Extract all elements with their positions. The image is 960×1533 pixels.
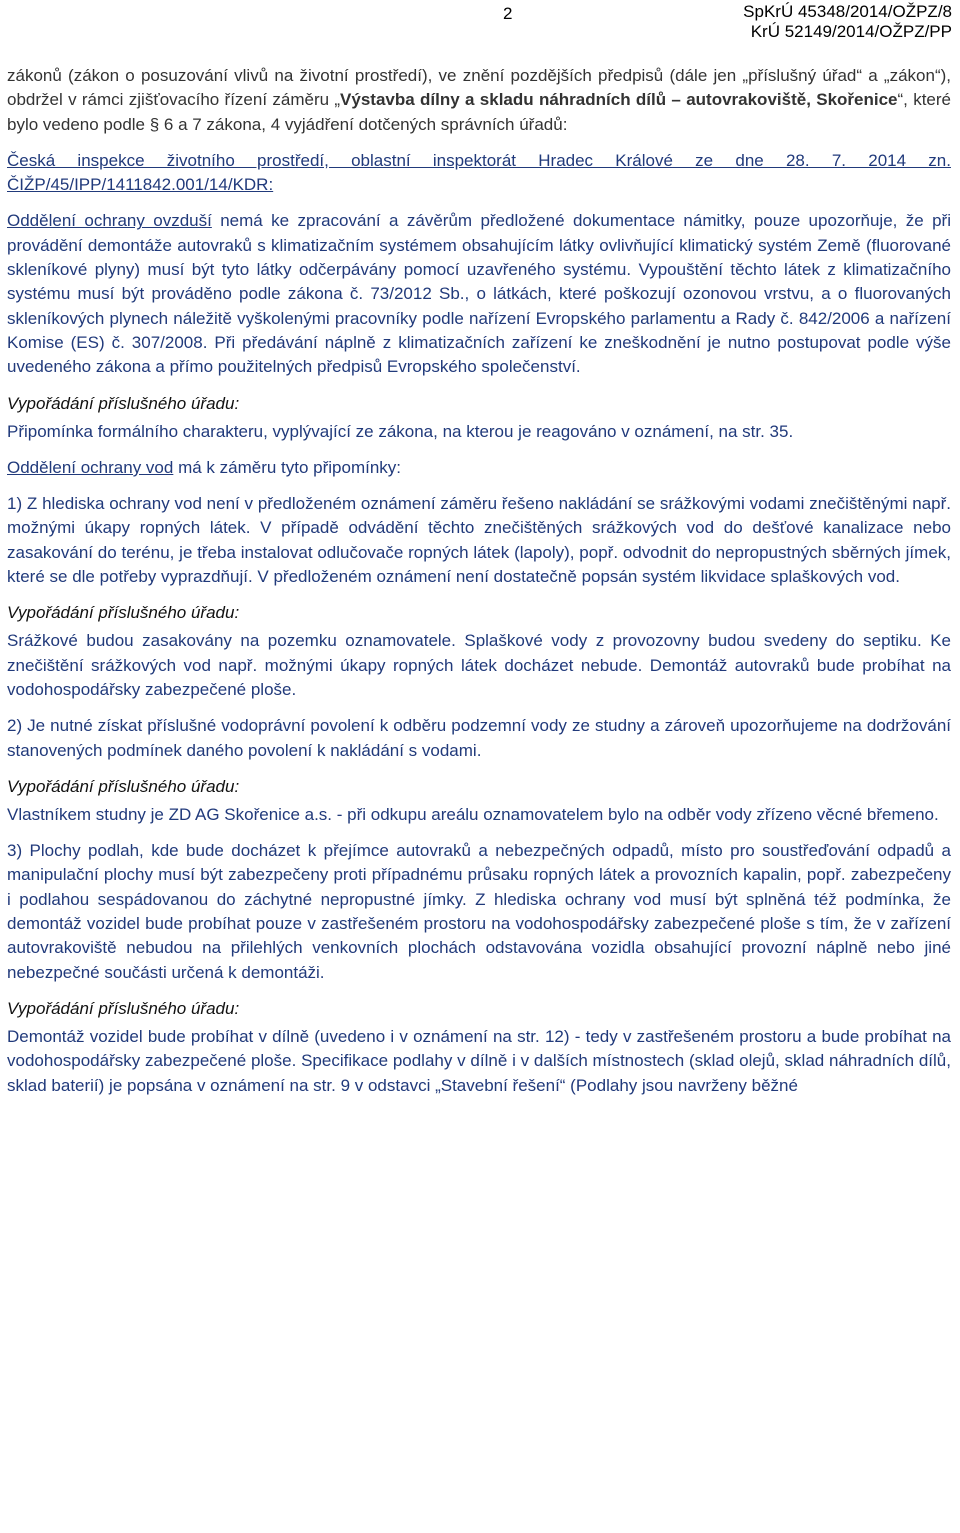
intro-paragraph	[7, 64, 951, 137]
water-item-2: 2) Je nutné získat příslušné vodoprávní povolení k odběru podzemní vody ze studny a zároveň upozorňujeme na dodržování stanovených podmínek daného povolení k nakládání s vodami.	[7, 716, 951, 760]
water-item-1: 1) Z hlediska ochrany vod není v předloženém oznámení záměru řešeno nakládání se srážkovými vodami znečištěnými např. možnými úkapy ropných látek. V případě odvádění těchto znečištěných srážkových vod do dešťové kanalizace nebo zasakování do terénu, je třeba instalovat odlučovače ropných látek (lapoly), popř. odvodnit do nepropustných sběrných jímek, které se dle potřeby vyprazdňují. V předloženém oznámení není dostatečně popsán systém likvidace splaškových vod.	[7, 494, 951, 587]
authority-heading	[7, 149, 951, 198]
water-item-3: 3) Plochy podlah, kde bude docházet k přejímce autovraků a nebezpečných odpadů, místo pro soustřeďování odpadů a manipulační plochy musí být zabezpečeny proti případnému průsaku ropných látek a provozních kapalin, popř. zabezpečeny i podlahou sespádovanou do záchytné nepropustné jímky. Z hlediska ochrany vod musí být splněná též podmínka, že demontáž vozidel bude probíhat pouze v zastřešeném prostoru na vodohospodářsky zabezpečené ploše s tím, že v zařízení autovrakoviště nebudou na přilehlých venkovních plochách odstavována vozidla obsahující provozní náplně nebo jiné nebezpečné součásti určená k demontáži.	[7, 841, 951, 982]
document-body	[7, 64, 951, 1098]
response-label-4: Vypořádání příslušného úřadu:	[7, 998, 240, 1018]
response-label-3: Vypořádání příslušného úřadu:	[7, 776, 240, 796]
air-text: nemá ke zpracování a závěrům předložené dokumentace námitky, pouze upozorňuje, že při provádění demontáže autovraků s klimatizačním systémem obsahujícím látky ovlivňující klimatický systém Země (fluorované skleníkové plyny) musí být tyto látky odčerpávány pomocí uzavřeného systému. Vypouštění těchto látek z klimatizačního systému musí být prováděno podle zákona č. 73/2012 Sb., o látkách, které poškozují ozonovou vrstvu, a o fluorovaných skleníkových plynech náležitě vyškolenými pracovníky podle nařízení Evropského parlamentu a Rady č. 842/2006 a nařízení Komise (ES) č. 307/2008. Při předávání náplně z klimatizačních zařízení ke zneškodnění je nutno postupovat podle výše uvedeného zákona a přímo použitelných předpisů Evropského společenství.	[7, 211, 951, 377]
response-item-2: Vlastníkem studny je ZD AG Skořenice a.s. - při odkupu areálu oznamovatelem bylo na odběr vody zřízeno věcné břemeno.	[7, 804, 939, 824]
intro-text-1: zákonů (zákon o posuzování vlivů na životní prostředí), ve znění pozdějších předpisů (dále jen „příslušný úřad“ a „zákon“), obdržel v rámci zjišťovacího řízení záměru „	[7, 66, 951, 110]
response-label-2: Vypořádání příslušného úřadu:	[7, 603, 240, 623]
response-item-3: Demontáž vozidel bude probíhat v dílně (uvedeno i v oznámení na str. 12) - tedy v zastřešeném prostoru a bude probíhat na vodohospodářsky zabezpečené ploše. Specifikace podlahy v dílně i v dalších místnostech (sklad olejů, sklad náhradních dílů, sklad baterií) je popsána v oznámení na str. 9 v odstavci „Stavební řešení“ (Podlahy jsou navrženy běžné	[7, 1026, 951, 1095]
water-intro-text: má k záměru tyto připomínky:	[173, 457, 402, 477]
water-dept-label: Oddělení ochrany vod	[7, 457, 174, 477]
response-1: Připomínka formálního charakteru, vyplývající ze zákona, na kterou je reagováno v oznámení, na str. 35.	[7, 421, 794, 441]
response-item-1: Srážkové budou zasakovány na pozemku oznamovatele. Splaškové vody z provozovny budou svedeny do septiku. Ke znečištění srážkových vod např. možnými úkapy ropných látek docházet nebude. Demontáž autovraků bude probíhat na vodohospodářsky zabezpečené ploše.	[7, 631, 951, 699]
reference-line-2: KrÚ 52149/2014/OŽPZ/PP	[750, 22, 952, 41]
reference-line-1: SpKrÚ 45348/2014/OŽPZ/8	[743, 2, 952, 21]
page-number: 2	[503, 4, 513, 23]
reference-numbers	[743, 2, 952, 42]
water-protection-intro	[7, 456, 951, 480]
response-label-1: Vypořádání příslušného úřadu:	[7, 393, 240, 413]
page-header	[0, 0, 960, 50]
air-protection-paragraph	[7, 209, 951, 379]
project-title: Výstavba dílny a skladu náhradních dílů – autovrakoviště, Skořenice	[340, 90, 898, 110]
air-dept-label: Oddělení ochrany ovzduší	[7, 211, 212, 231]
authority-line: Česká inspekce životního prostředí, oblastní inspektorát Hradec Králové ze dne 28. 7. 2014 zn. ČIŽP/45/IPP/1411842.001/14/KDR:	[7, 150, 951, 195]
intro-text-2: “, které bylo vedeno podle § 6 a 7 zákona, 4 vyjádření dotčených správních úřadů:	[7, 90, 951, 134]
